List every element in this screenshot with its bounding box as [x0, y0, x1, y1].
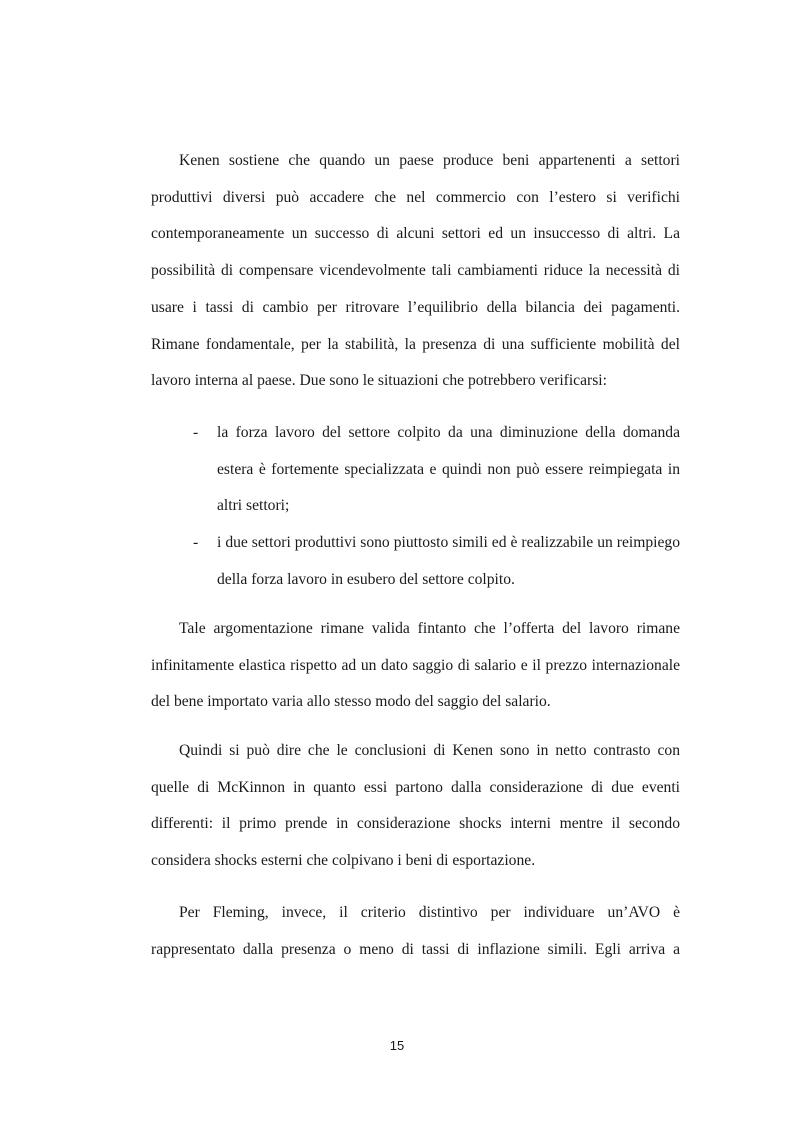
bullet-text: i due settori produttivi sono piuttosto simili ed è realizzabile un reimpiego della forza lavoro in esubero del settore colpito. [217, 534, 680, 588]
paragraph-kenen-intro: Kenen sostiene che quando un paese produce beni appartenenti a settori produttivi diversi può accadere che nel commercio con l’estero si verifichi contemporaneamente un successo di alcuni settori ed un insuccesso di altri. La possibilità di compensare vicendevolmente tali cambiamenti riduce la necessità di usare i tassi di cambio per ritrovare l’equilibrio della bilancia dei pagamenti. Rimane fondamentale, per la stabilità, la presenza di una sufficiente mobilità del lavoro interna al paese. Due sono le situazioni che potrebbero verificarsi: [151, 152, 680, 390]
paragraph-kenen-mckinnon: Quindi si può dire che le conclusioni di Kenen sono in netto contrasto con quelle di McKinnon in quanto essi partono dalla considerazione di due eventi differenti: il primo prende in considerazione shocks interni mentre il secondo considera shocks esterni che colpivano i beni di esportazione. [151, 742, 680, 870]
bullet-dash: - [193, 424, 199, 441]
bullet-item-specialized-labor [151, 415, 680, 525]
bullet-text: la forza lavoro del settore colpito da una diminuzione della domanda estera è fortemente specializzata e quindi non può essere reimpiegata in altri settori; [217, 424, 680, 515]
paragraph-labor-supply: Tale argomentazione rimane valida fintanto che l’offerta del lavoro rimane infinitamente elastica rispetto ad un dato saggio di salario e il prezzo internazionale del bene importato varia allo stesso modo del saggio del salario. [151, 620, 680, 711]
paragraph-fleming: Per Fleming, invece, il criterio distintivo per individuare un’AVO è rappresentato dalla presenza o meno di tassi di inflazione simili. Egli arriva a [151, 904, 680, 958]
page-number: 15 [389, 1038, 405, 1053]
bullet-item-similar-sectors [151, 525, 680, 598]
bullet-dash: - [193, 534, 199, 552]
bullet-list [151, 415, 680, 599]
